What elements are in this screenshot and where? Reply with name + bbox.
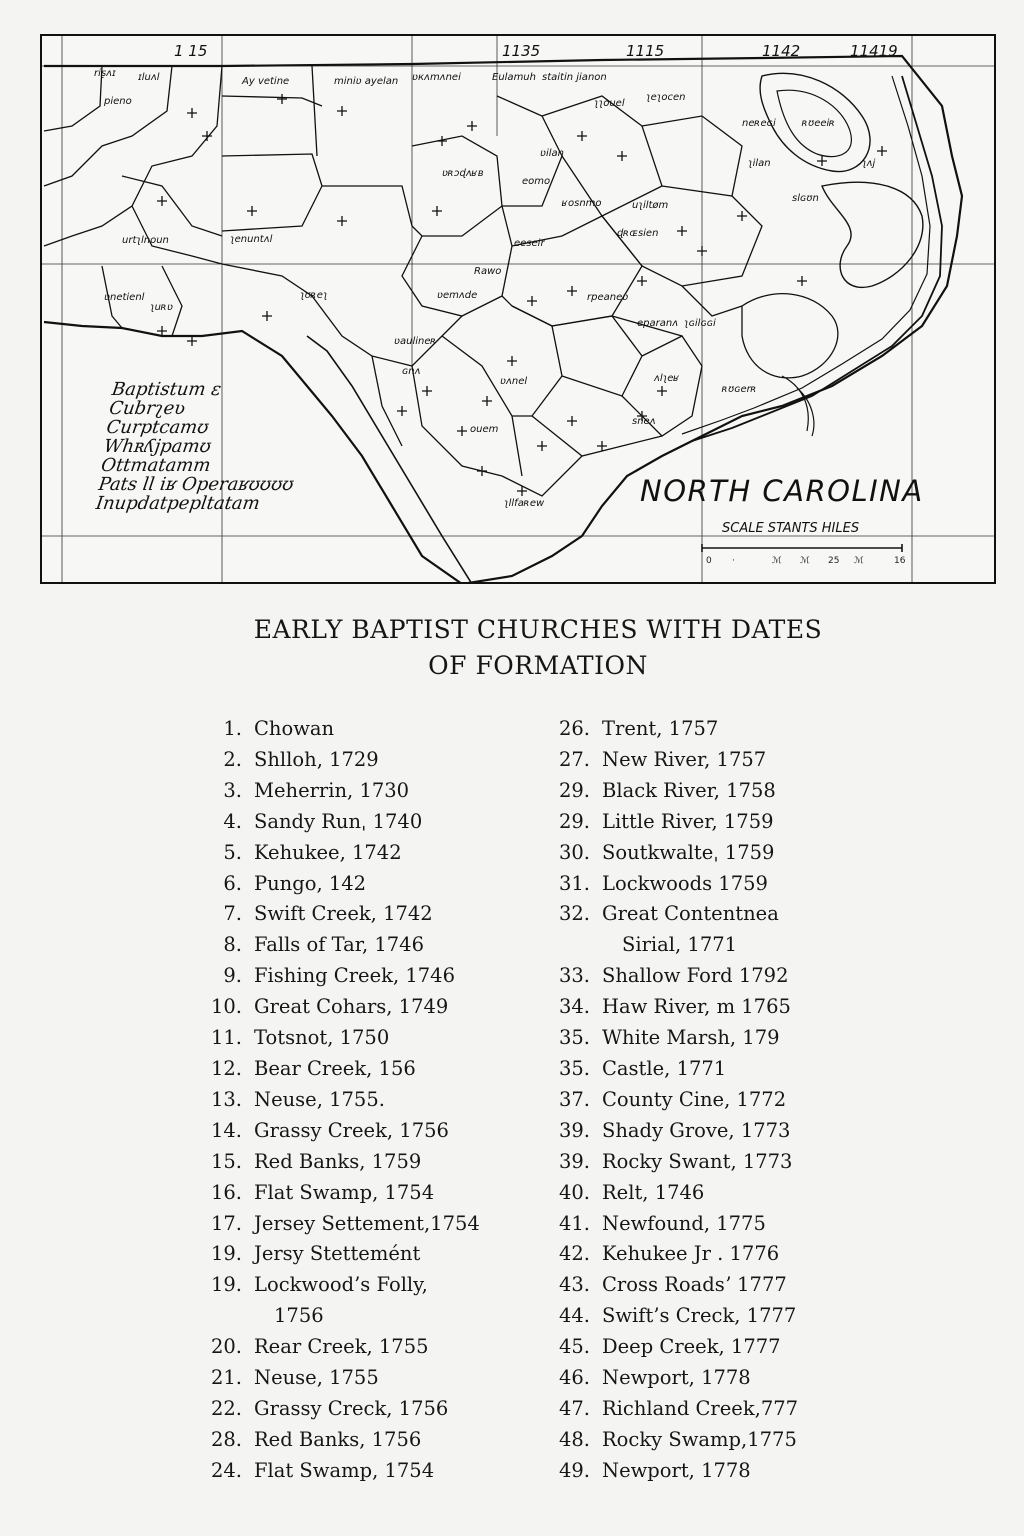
county-label: rpeaneʋ xyxy=(587,292,629,303)
county-label: eparanʌ xyxy=(637,318,679,329)
church-name: Relt, 1746 xyxy=(602,1180,705,1204)
church-name: Great Cohars, 1749 xyxy=(254,995,449,1019)
church-number: 34. xyxy=(558,995,590,1019)
church-name: Lockwoods 1759 xyxy=(602,871,768,895)
church-entry xyxy=(180,1270,510,1301)
county-label: Eulamuh xyxy=(492,72,536,83)
scale-tick: 0 xyxy=(706,556,712,566)
church-list-right xyxy=(528,714,828,1487)
church-number: 33. xyxy=(558,964,590,988)
church-entry xyxy=(528,1085,828,1116)
church-entry xyxy=(528,1209,828,1240)
church-number: 14. xyxy=(210,1118,242,1142)
scale-tick: ℳ xyxy=(772,556,782,566)
church-name: Totsnot, 1750 xyxy=(254,1026,390,1050)
church-entry xyxy=(180,714,510,745)
church-name: Shady Grove, 1773 xyxy=(602,1118,791,1142)
church-name: Cross Roadsʼ 1777 xyxy=(602,1273,787,1297)
church-entry xyxy=(528,807,828,838)
church-number: 8. xyxy=(223,933,242,957)
church-name: Rocky Swamp,1775 xyxy=(602,1427,797,1451)
church-number: 29. xyxy=(558,809,590,833)
map-title: NORTH CAROLINA xyxy=(640,474,924,508)
map-top-label: 1142 xyxy=(762,42,801,60)
church-name: Richland Creek,777 xyxy=(602,1396,799,1420)
church-name: Swift’s Creck, 1777 xyxy=(602,1304,797,1328)
church-entry xyxy=(180,1332,510,1363)
church-number: 19. xyxy=(210,1273,242,1297)
county-label: ɪluʌl xyxy=(138,72,160,83)
church-entry xyxy=(180,1178,510,1209)
church-number: 26. xyxy=(558,717,590,740)
church-number: 9. xyxy=(223,964,242,988)
church-entry xyxy=(180,1456,510,1487)
church-number: 20. xyxy=(210,1335,242,1359)
county-label: ʅllfaʀew xyxy=(504,498,545,509)
church-entry xyxy=(180,869,510,900)
church-entry xyxy=(180,1085,510,1116)
county-label: ʁosnmo xyxy=(562,198,602,209)
church-number: 29. xyxy=(558,778,590,802)
church-number: 19. xyxy=(210,1242,242,1266)
scale-bar xyxy=(702,544,902,552)
church-entry xyxy=(180,1054,510,1085)
church-number: 10. xyxy=(210,995,242,1019)
church-name: Great Contentnea xyxy=(602,902,779,926)
church-name: Jersy Stettemént xyxy=(254,1242,421,1266)
church-name: White Marsh, 179 xyxy=(602,1026,780,1050)
county-label: ʌlʅeʁ xyxy=(654,373,680,384)
church-number: 30. xyxy=(558,840,590,864)
church-number: 46. xyxy=(558,1366,590,1390)
church-number: 4. xyxy=(223,809,242,833)
county-label: ʋemʌde xyxy=(437,290,478,301)
church-entry xyxy=(180,1023,510,1054)
church-name: Chowan xyxy=(254,717,335,740)
church-name: Newfound, 1775 xyxy=(602,1211,766,1235)
church-entry xyxy=(528,1394,828,1425)
church-name: Deep Creek, 1777 xyxy=(602,1335,781,1359)
church-number: 28. xyxy=(210,1427,242,1451)
church-name: Haw River, m 1765 xyxy=(602,995,791,1019)
church-name: 1756 xyxy=(274,1304,324,1328)
county-label: ʅuʀʋ xyxy=(150,302,173,313)
county-label: Rawo xyxy=(474,266,502,277)
church-name: Soutkwalteˌ 1759 xyxy=(602,840,775,864)
church-number: 5. xyxy=(223,840,242,864)
county-label: ɖʀɶsien xyxy=(617,228,659,239)
legend-line: Cubrʅeʋ xyxy=(107,398,187,419)
church-name: Red Banks, 1759 xyxy=(254,1149,422,1173)
scale-tick: ℳ xyxy=(854,556,864,566)
county-label: slɢʊn xyxy=(792,193,819,204)
legend-line: Pats ll iʁ Operaʁʊʊʊʊ xyxy=(97,474,295,495)
church-name: Fishing Creek, 1746 xyxy=(254,964,455,988)
map-top-label: 1115 xyxy=(626,42,665,60)
church-entry xyxy=(528,745,828,776)
church-name: Grassy Creck, 1756 xyxy=(254,1396,449,1420)
church-name: Black River, 1758 xyxy=(602,778,776,802)
map-panel xyxy=(40,34,996,584)
church-entry xyxy=(180,930,510,961)
church-name: Grassy Creek, 1756 xyxy=(254,1118,449,1142)
county-label: ʋкʌmʌnei xyxy=(412,72,461,83)
church-entry xyxy=(528,1116,828,1147)
legend-line: Curptcamʊ xyxy=(105,417,210,438)
county-label: ouem xyxy=(470,424,499,435)
church-entry xyxy=(528,1239,828,1270)
church-name: New River, 1757 xyxy=(602,747,767,771)
church-entry xyxy=(528,714,828,745)
church-entry xyxy=(180,1301,510,1332)
county-label: staitin jianon xyxy=(542,72,607,83)
church-name: Castle, 1771 xyxy=(602,1056,727,1080)
church-number: 16. xyxy=(210,1180,242,1204)
legend-line: Ottmatamm xyxy=(99,455,212,476)
church-number: 37. xyxy=(558,1087,590,1111)
church-number: 13. xyxy=(210,1087,242,1111)
church-entry xyxy=(528,1363,828,1394)
county-label: ʅilan xyxy=(748,158,771,169)
church-name: Sirial, 1771 xyxy=(622,933,738,957)
title-line-2: OF FORMATION xyxy=(428,651,648,680)
church-number: 35. xyxy=(558,1056,590,1080)
church-number: 43. xyxy=(558,1273,590,1297)
county-label: neʀeɢi xyxy=(742,118,776,129)
church-name: Shlloh, 1729 xyxy=(254,747,379,771)
church-number: 41. xyxy=(558,1211,590,1235)
county-label: ʅʅouel xyxy=(594,98,625,109)
church-number: 24. xyxy=(210,1458,242,1482)
legend-line: Whʀʎjpamʊ xyxy=(102,436,213,457)
church-number: 35. xyxy=(558,1026,590,1050)
church-list-left xyxy=(180,714,510,1487)
county-label: ʋʌnel xyxy=(500,376,528,387)
church-number: 12. xyxy=(210,1056,242,1080)
map-top-label: 1135 xyxy=(502,42,541,60)
church-entry xyxy=(180,838,510,869)
church-entry xyxy=(180,992,510,1023)
church-name: Sandy Runˌ 1740 xyxy=(254,809,423,833)
church-entry xyxy=(528,992,828,1023)
church-name: Jersey Settement,1754 xyxy=(254,1211,480,1235)
county-label: Ay vetine xyxy=(242,76,290,87)
church-entry xyxy=(528,961,828,992)
church-entry xyxy=(528,1023,828,1054)
map-top-label: 1 15 xyxy=(174,42,208,60)
church-entry xyxy=(528,899,828,930)
church-entry xyxy=(180,1394,510,1425)
church-entry xyxy=(528,1456,828,1487)
church-name: Kehukee, 1742 xyxy=(254,840,402,864)
church-entry xyxy=(528,930,828,961)
church-entry xyxy=(528,1301,828,1332)
church-number: 11. xyxy=(210,1026,242,1050)
church-number: 27. xyxy=(558,747,590,771)
church-number: 32. xyxy=(558,902,590,926)
church-entry xyxy=(180,776,510,807)
scale-tick: 25 xyxy=(828,556,840,566)
church-number: 40. xyxy=(558,1180,590,1204)
county-label: ʀʊɢerʀ xyxy=(722,384,757,395)
church-entry xyxy=(180,1239,510,1270)
legend-line: Baptistum ɛ xyxy=(110,379,223,400)
county-label: ʅʊʀeʅ xyxy=(300,290,328,301)
church-number: 6. xyxy=(223,871,242,895)
county-label: eeseir xyxy=(514,238,545,249)
church-number: 31. xyxy=(558,871,590,895)
county-label: ɢnʌ xyxy=(402,366,421,377)
county-label: pieno xyxy=(104,96,132,107)
county-label: sneʌ xyxy=(632,416,656,427)
page-title xyxy=(0,612,1024,684)
scale-tick: 16 xyxy=(894,556,906,566)
church-number: 21. xyxy=(210,1366,242,1390)
legend-line: Inupdatpepltatam xyxy=(94,493,262,514)
church-entry xyxy=(180,745,510,776)
county-label: ʋilan xyxy=(540,148,565,159)
church-name: Swift Creek, 1742 xyxy=(254,902,433,926)
church-name: Neuse, 1755 xyxy=(254,1366,379,1390)
church-entry xyxy=(180,899,510,930)
county-label: ʋnetienl xyxy=(104,292,145,303)
church-entry xyxy=(528,869,828,900)
church-number: 44. xyxy=(558,1304,590,1328)
church-entry xyxy=(528,776,828,807)
handwritten-legend xyxy=(95,380,404,513)
county-label: ʅeʅocen xyxy=(646,92,686,103)
church-name: County Cine, 1772 xyxy=(602,1087,787,1111)
church-number: 42. xyxy=(558,1242,590,1266)
church-name: Pungo, 142 xyxy=(254,871,367,895)
church-entry xyxy=(528,838,828,869)
church-number: 45. xyxy=(558,1335,590,1359)
county-label: miniʋ ayelan xyxy=(334,76,399,87)
title-line-1: EARLY BAPTIST CHURCHES WITH DATES xyxy=(253,615,823,644)
county-label: ʋaulineʀ xyxy=(394,336,437,347)
church-name: Rocky Swant, 1773 xyxy=(602,1149,793,1173)
scale-label: SCALE STANTS HILES xyxy=(722,521,860,536)
church-number: 39. xyxy=(558,1149,590,1173)
church-entry xyxy=(528,1270,828,1301)
church-name: Red Banks, 1756 xyxy=(254,1427,422,1451)
church-number: 15. xyxy=(210,1149,242,1173)
church-entry xyxy=(180,1363,510,1394)
church-entry xyxy=(528,1054,828,1085)
church-name: Flat Swamp, 1754 xyxy=(254,1180,435,1204)
church-name: Little River, 1759 xyxy=(602,809,774,833)
church-name: Newport, 1778 xyxy=(602,1458,751,1482)
church-entry xyxy=(180,961,510,992)
church-number xyxy=(528,930,602,961)
church-number: 49. xyxy=(558,1458,590,1482)
church-number: 39. xyxy=(558,1118,590,1142)
church-number: 48. xyxy=(558,1427,590,1451)
church-name: Falls of Tar, 1746 xyxy=(254,933,424,957)
church-entry xyxy=(528,1147,828,1178)
county-label: ʅʌj xyxy=(862,158,876,169)
church-number: 1. xyxy=(223,717,242,740)
church-entry xyxy=(528,1425,828,1456)
church-entry xyxy=(180,1425,510,1456)
county-label: ʅɢilɢɢi xyxy=(684,318,716,329)
scale-tick: · xyxy=(732,556,735,566)
map-top-label: 11419 xyxy=(850,42,898,60)
county-label: ʋʀɔɖʌʁʙ xyxy=(442,168,484,179)
church-name: Flat Swamp, 1754 xyxy=(254,1458,435,1482)
county-label: uʅiltøm xyxy=(632,200,669,211)
church-name: Bear Creek, 156 xyxy=(254,1056,416,1080)
county-label: eomo xyxy=(522,176,551,187)
county-label: ʀʊeeiʀ xyxy=(802,118,836,129)
county-label: urtʅlnoun xyxy=(122,235,169,246)
church-entry xyxy=(180,1116,510,1147)
church-name: Kehukee Jr . 1776 xyxy=(602,1242,780,1266)
church-entry xyxy=(180,1209,510,1240)
church-name: Newport, 1778 xyxy=(602,1366,751,1390)
church-entry xyxy=(180,1147,510,1178)
church-number: 47. xyxy=(558,1396,590,1420)
church-name: Meherrin, 1730 xyxy=(254,778,410,802)
church-entry xyxy=(528,1178,828,1209)
church-number: 7. xyxy=(223,902,242,926)
church-number xyxy=(180,1301,254,1332)
church-name: Trent, 1757 xyxy=(602,717,719,740)
church-entry xyxy=(528,1332,828,1363)
church-entry xyxy=(180,807,510,838)
church-name: Rear Creek, 1755 xyxy=(254,1335,429,1359)
church-name: Lockwood’s Folly, xyxy=(254,1273,428,1297)
church-name: Shallow Ford 1792 xyxy=(602,964,789,988)
church-number: 17. xyxy=(210,1211,242,1235)
county-label: riʂʌɪ xyxy=(94,68,116,79)
church-number: 22. xyxy=(210,1396,242,1420)
church-number: 2. xyxy=(223,747,242,771)
church-name: Neuse, 1755. xyxy=(254,1087,385,1111)
scale-tick: ℳ xyxy=(800,556,810,566)
county-label: ʅenuntʌl xyxy=(230,234,273,245)
church-number: 3. xyxy=(223,778,242,802)
